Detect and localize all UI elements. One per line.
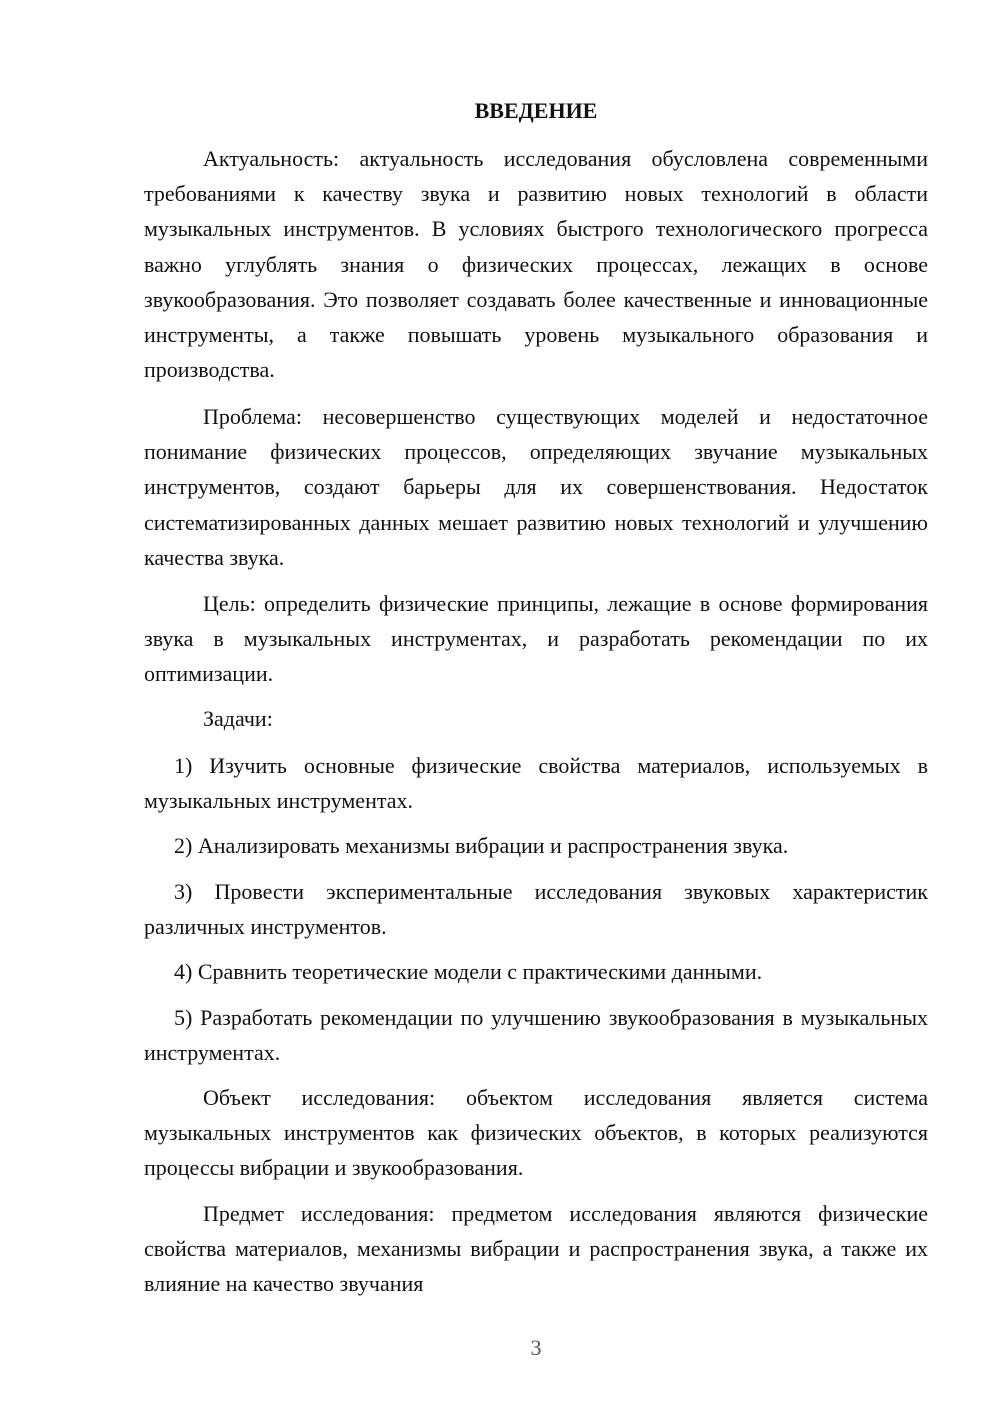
paragraph-problem: Проблема: несовершенство существующих моделей и недостаточное понимание физических процессов, определяющих звучание музыкальных инструментов, создают барьеры для их совершенствования. Недостаток систематизированных данных мешает развитию новых технологий и улучшению качества звука. (144, 404, 928, 570)
tasks-heading: Задачи: (203, 706, 273, 731)
paragraph-goal: Цель: определить физические принципы, лежащие в основе формирования звука в музыкальных инструментах, и разработать рекомендации по их оптимизации. (144, 591, 928, 687)
task-item-4: 4) Сравнить теоретические модели с практическими данными. (174, 959, 763, 984)
task-item-2: 2) Анализировать механизмы вибрации и распространения звука. (174, 833, 789, 858)
task-item-5: 5) Разработать рекомендации по улучшению звукообразования в музыкальных инструментах. (144, 1005, 928, 1066)
paragraph-object: Объект исследования: объектом исследования является система музыкальных инструментов как физических объектов, в которых реализуются процессы вибрации и звукообразования. (144, 1085, 928, 1181)
paragraph-subject: Предмет исследования: предметом исследования являются физические свойства материалов, механизмы вибрации и распространения звука, а также их влияние на качество звучания (144, 1201, 928, 1297)
section-title: ВВЕДЕНИЕ (474, 98, 598, 123)
paragraph-relevance: Актуальность: актуальность исследования обусловлена современными требованиями к качеству звука и развитию новых технологий в области музыкальных инструментов. В условиях быстрого технологического прогресса важно углублять знания о физических процессах, лежащих в основе звукообразования. Это позволяет создавать более качественные и инновационные инструменты, а также повышать уровень музыкального образования и производства. (144, 146, 928, 383)
page-number: 3 (530, 1335, 542, 1360)
task-item-1: 1) Изучить основные физические свойства материалов, используемых в музыкальных инструментах. (144, 753, 928, 814)
task-item-3: 3) Провести экспериментальные исследования звуковых характеристик различных инструментов. (144, 879, 928, 940)
